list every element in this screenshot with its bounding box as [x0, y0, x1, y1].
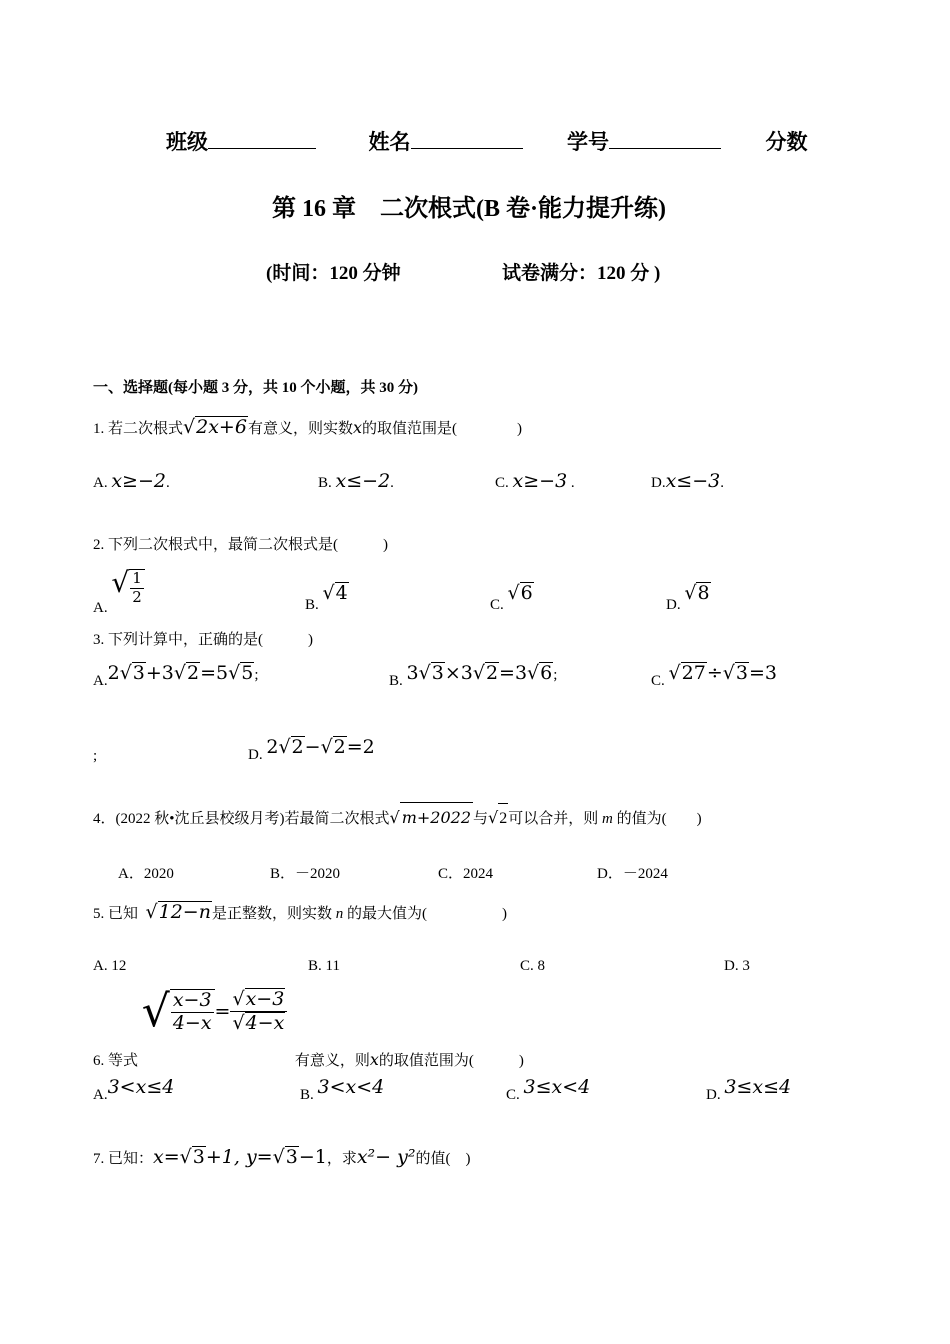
page-title: 第 16 章 二次根式(B 卷·能力提升练)	[272, 196, 666, 222]
q5-option-a[interactable]: A. 12	[93, 958, 127, 974]
q4-option-b[interactable]: B．－2020	[270, 866, 341, 882]
question-4: 4．(2022 秋•沈丘县校级月考)若最简二次根式√ m+2022 与√2可以合并，则 m 的值为( )	[93, 802, 702, 833]
q4-option-a[interactable]: A．2020	[118, 866, 174, 882]
name-field[interactable]	[411, 128, 523, 149]
q1-option-b[interactable]: B. x≤−2.	[318, 470, 394, 492]
number-label: 学号	[567, 130, 609, 154]
q3-option-b[interactable]: B. 3√3×3√2=3√6;	[389, 662, 558, 689]
question-3: 3. 下列计算中，正确的是( )	[93, 632, 313, 648]
q4-option-d[interactable]: D．－2024	[597, 866, 668, 882]
q1-option-c[interactable]: C. x≥−3 .	[495, 470, 575, 492]
q6-option-b[interactable]: B. 3<x<4	[300, 1076, 385, 1103]
q6-option-a[interactable]: A.3<x≤4	[93, 1076, 175, 1103]
q2-option-d[interactable]: D. √8	[666, 582, 710, 613]
q3-option-d[interactable]: D. 2√2−√2=2	[248, 736, 375, 763]
time-info: (时间：120 分钟	[266, 263, 401, 284]
question-7: 7. 已知：x=√3+1, y=√3−1，求x²− y²的值( )	[93, 1146, 471, 1168]
full-score-info: 试卷满分：120 分 )	[502, 263, 661, 284]
section-heading: 一、选择题(每小题 3 分，共 10 个小题，共 30 分)	[93, 380, 418, 396]
class-field[interactable]	[208, 128, 316, 149]
class-label: 班级	[166, 130, 208, 154]
q2-option-c[interactable]: C. √6	[490, 582, 533, 613]
number-field[interactable]	[609, 128, 721, 149]
question-1: 1. 若二次根式√2x+6有意义，则实数x的取值范围是( )	[93, 410, 522, 444]
q3-option-c[interactable]: C. √27÷√3=3	[651, 662, 777, 689]
header-fields	[166, 126, 808, 156]
q1-option-d[interactable]: D.x≤−3.	[651, 470, 724, 492]
name-label: 姓名	[368, 130, 411, 154]
q2-option-a[interactable]: A. √ $\frac{1}{2}$	[93, 566, 145, 610]
q5-option-b[interactable]: B. 11	[308, 958, 340, 974]
question-6: 6. 等式 √ $\frac{x-3}{4-x}$ = $\frac{√x-3}{√4-x}$ 有意义，则x的取值范围为( )	[93, 986, 524, 1069]
q2-option-b[interactable]: B. √4	[305, 582, 348, 613]
q1-stem: 1. 若二次根式	[93, 421, 184, 437]
score-label: 分数	[765, 130, 808, 154]
q4-option-c[interactable]: C．2024	[438, 866, 494, 882]
q5-option-c[interactable]: C. 8	[520, 958, 546, 974]
q6-option-c[interactable]: C. 3≤x<4	[506, 1076, 591, 1103]
q1-radical: √2x+6	[183, 416, 247, 438]
question-5: 5. 已知 √12−n是正整数，则实数 n 的最大值为( )	[93, 901, 507, 923]
question-2: 2. 下列二次根式中，最简二次根式是( )	[93, 537, 388, 553]
q5-option-d[interactable]: D. 3	[724, 958, 750, 974]
q3-semicolon: ;	[93, 748, 98, 764]
q6-option-d[interactable]: D. 3≤x≤4	[706, 1076, 792, 1103]
q3-option-a[interactable]: A.2√3+3√2=5√5;	[93, 662, 259, 689]
q1-option-a[interactable]: A. x≥−2.	[93, 470, 170, 492]
